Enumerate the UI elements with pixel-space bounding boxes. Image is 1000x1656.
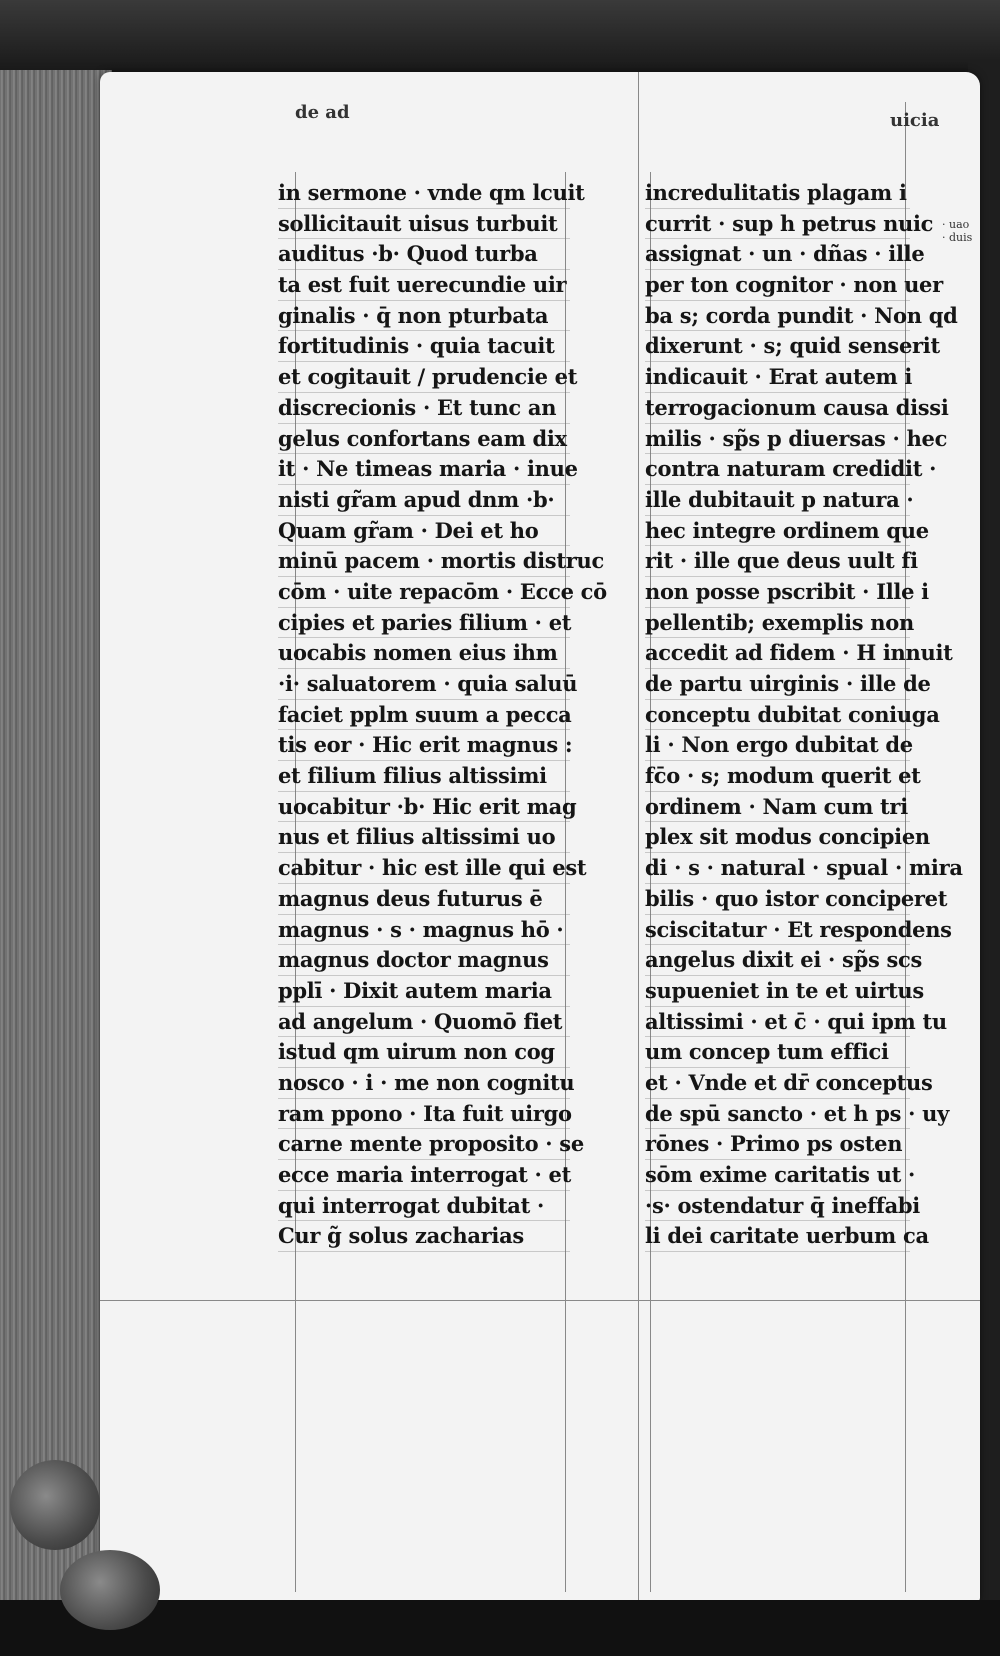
text-line: li · Non ergo dubitat de bbox=[645, 730, 910, 761]
text-line: pellentib; exemplis non bbox=[645, 608, 910, 639]
text-line: li dei caritate uerbum ca bbox=[645, 1221, 910, 1252]
text-line: et · Vnde et dr̄ conceptus bbox=[645, 1068, 910, 1099]
text-line: terrogacionum causa dissi bbox=[645, 393, 910, 424]
text-line: sciscitatur · Et respondens bbox=[645, 915, 910, 946]
thumb bbox=[10, 1460, 100, 1550]
text-line: plex sit modus concipien bbox=[645, 822, 910, 853]
ruling-line bbox=[100, 1300, 980, 1301]
text-line: ta est fuit uerecundie uir bbox=[278, 270, 570, 301]
text-line: ecce maria interrogat · et bbox=[278, 1160, 570, 1191]
text-line: per ton cognitor · non uer bbox=[645, 270, 910, 301]
text-line: sōm exime caritatis ut · bbox=[645, 1160, 910, 1191]
text-line: ba s; corda pundit · Non qd bbox=[645, 301, 910, 332]
text-line: conceptu dubitat coniuga bbox=[645, 700, 910, 731]
text-line: discrecionis · Et tunc an bbox=[278, 393, 570, 424]
text-line: fortitudinis · quia tacuit bbox=[278, 331, 570, 362]
running-head-right: uicia bbox=[890, 110, 940, 131]
text-line: indicauit · Erat autem i bbox=[645, 362, 910, 393]
text-column-left bbox=[278, 178, 607, 1252]
background-top bbox=[0, 0, 1000, 80]
text-line: pplī · Dixit autem maria bbox=[278, 976, 570, 1007]
text-line: ordinem · Nam cum tri bbox=[645, 792, 910, 823]
text-line: nus et filius altissimi uo bbox=[278, 822, 570, 853]
text-line: uocabis nomen eius ihm bbox=[278, 638, 570, 669]
text-line: Cur g̃ solus zacharias bbox=[278, 1221, 570, 1252]
text-line: non posse pscribit · Ille i bbox=[645, 577, 910, 608]
text-line: nisti gr̃am apud dnm ·b· bbox=[278, 485, 570, 516]
text-line: rōnes · Primo ps osten bbox=[645, 1129, 910, 1160]
text-line: de partu uirginis · ille de bbox=[645, 669, 910, 700]
text-line: nosco · i · me non cognitu bbox=[278, 1068, 570, 1099]
text-line: it · Ne timeas maria · inue bbox=[278, 454, 570, 485]
text-line: bilis · quo istor conciperet bbox=[645, 884, 910, 915]
text-line: accedit ad fidem · H innuit bbox=[645, 638, 910, 669]
text-line: incredulitatis plagam i bbox=[645, 178, 910, 209]
text-line: et cogitauit / prudencie et bbox=[278, 362, 570, 393]
text-line: ille dubitauit p natura · bbox=[645, 485, 910, 516]
text-line: milis · sp̃s p diuersas · hec bbox=[645, 424, 910, 455]
text-line: minū pacem · mortis distruc bbox=[278, 546, 570, 577]
text-line: dixerunt · s; quid senserit bbox=[645, 331, 910, 362]
text-line: rit · ille que deus uult fi bbox=[645, 546, 910, 577]
text-line: magnus · s · magnus hō · bbox=[278, 915, 570, 946]
text-line: tis eor · Hic erit magnus : bbox=[278, 730, 570, 761]
text-line: fc̄o · s; modum querit et bbox=[645, 761, 910, 792]
text-line: supueniet in te et uirtus bbox=[645, 976, 910, 1007]
text-line: altissimi · et c̄ · qui ipm tu bbox=[645, 1007, 910, 1038]
thumb bbox=[60, 1550, 160, 1630]
text-line: magnus deus futurus ē bbox=[278, 884, 570, 915]
text-line: et filium filius altissimi bbox=[278, 761, 570, 792]
text-line: Quam gr̃am · Dei et ho bbox=[278, 516, 570, 547]
running-head-left: de ad bbox=[295, 102, 350, 123]
text-line: sollicitauit uisus turbuit bbox=[278, 209, 570, 240]
text-line: di · s · natural · spual · mira bbox=[645, 853, 910, 884]
text-line: ad angelum · Quomō fiet bbox=[278, 1007, 570, 1038]
text-line: magnus doctor magnus bbox=[278, 945, 570, 976]
text-line: de spū sancto · et h ps · uy bbox=[645, 1099, 910, 1130]
text-line: cipies et paries filium · et bbox=[278, 608, 570, 639]
text-line: hec integre ordinem que bbox=[645, 516, 910, 547]
text-line: cabitur · hic est ille qui est bbox=[278, 853, 570, 884]
text-line: contra naturam credidit · bbox=[645, 454, 910, 485]
text-line: in sermone · vnde qm lcuit bbox=[278, 178, 570, 209]
text-line: assignat · un · dñas · ille bbox=[645, 239, 910, 270]
ruling-line bbox=[638, 72, 639, 1602]
manuscript-page bbox=[100, 72, 980, 1602]
text-line: cōm · uite repacōm · Ecce cō bbox=[278, 577, 570, 608]
marginal-note: · uao · duis bbox=[942, 218, 973, 244]
text-line: qui interrogat dubitat · bbox=[278, 1191, 570, 1222]
text-line: faciet pplm suum a pecca bbox=[278, 700, 570, 731]
text-line: ·s· ostendatur q̄ ineffabi bbox=[645, 1191, 910, 1222]
text-line: uocabitur ·b· Hic erit mag bbox=[278, 792, 570, 823]
text-line: istud qm uirum non cog bbox=[278, 1037, 570, 1068]
text-line: gelus confortans eam dix bbox=[278, 424, 570, 455]
book-spine-edge bbox=[0, 70, 112, 1630]
text-line: ginalis · q̄ non pturbata bbox=[278, 301, 570, 332]
text-line: um concep tum effici bbox=[645, 1037, 910, 1068]
text-line: auditus ·b· Quod turba bbox=[278, 239, 570, 270]
text-line: ram ppono · Ita fuit uirgo bbox=[278, 1099, 570, 1130]
text-line: currit · sup h petrus nuic bbox=[645, 209, 910, 240]
text-line: carne mente proposito · se bbox=[278, 1129, 570, 1160]
text-line: ·i· saluatorem · quia saluū bbox=[278, 669, 570, 700]
text-line: angelus dixit ei · sp̃s scs bbox=[645, 945, 910, 976]
